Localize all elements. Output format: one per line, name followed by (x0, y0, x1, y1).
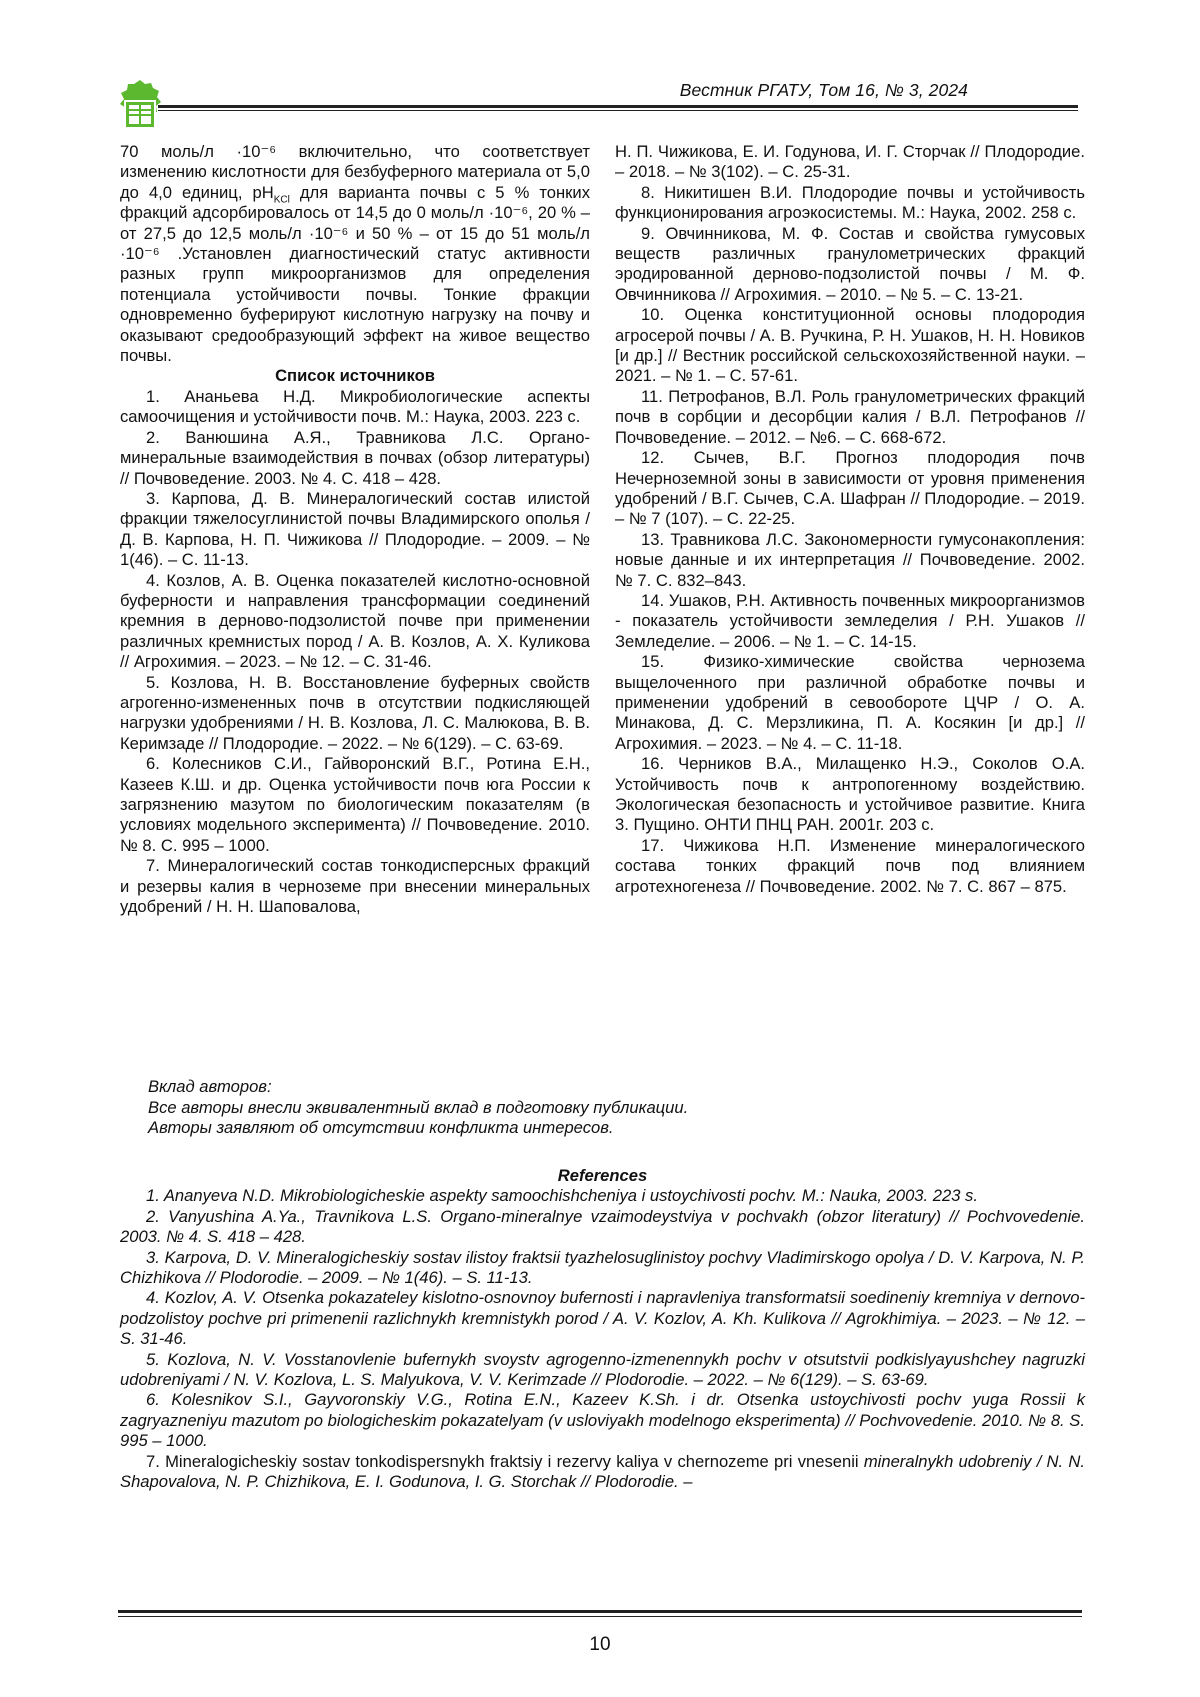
intro-text-tail: для варианта почвы с 5 % тонких фракций адсорбировалось от 14,5 до 0 моль/л ·10⁻⁶, 20 % – от 27,5 до 12,5 моль/л ·10⁻⁶ и 50 % – от 15 до 51 моль/л ·10⁻⁶ .Установлен диагностический статус активности разных групп микроорганизмов для определения потенциала устойчивости почвы. Тонкие фракции одновременно буферируют кислотную нагрузку на почву и оказывают средообразующий эффект на живое вещество почвы. (120, 182, 590, 366)
source-item: 16. Черников В.А., Милащенко Н.Э., Соколов О.А. Устойчивость почв к антропогенному воздействию. Экологическая безопасность и устойчивое развитие. Книга 3. Пущино. ОНТИ ПНЦ РАН. 2001г. 203 с. (615, 754, 1085, 835)
reference-item: 5. Kozlova, N. V. Vosstanovlenie bufernykh svoystv agrogenno-izmenennykh pochv v otsutstvii podkislyayushchey nagruzki udobreniyami / N. V. Kozlova, L. S. Malyukova, V. V. Kerimzade // Plodorodie. – 2022. – № 6(129). – S. 63-69. (120, 1349, 1085, 1390)
reference-item: 1. Ananyeva N.D. Mikrobiologicheskie aspekty samoochishcheniya i ustoychivosti pochv. M.: Nauka, 2003. 223 s. (146, 1186, 978, 1206)
reference-item-7-upright: 7. Mineralogicheskiy sostav tonkodispersnykh fraktsiy i rezervy kaliya v chernozeme pri vnesenii (146, 1451, 859, 1471)
source-item: 7. Минералогический состав тонкодисперсных фракций и резервы калия в черноземе при внесении минеральных удобрений / Н. Н. Шаповалова, (120, 856, 590, 917)
source-item: 6. Колесников С.И., Гайворонский В.Г., Ротина Е.Н., Казеев К.Ш. и др. Оценка устойчивости почв юга России к загрязнению мазутом по биологическим показателям (в условиях модельного эксперимента) // Почвоведение. 2010. № 8. С. 995 – 1000. (120, 754, 590, 855)
source-item: 8. Никитишен В.И. Плодородие почвы и устойчивость функционирования агроэкосистемы. М.: Наука, 2002. 258 с. (615, 182, 1085, 223)
intro-text: 70 моль/л ·10⁻⁶ включительно, что соответствует изменению кислотности для безбуферного материала от 5,0 до 4,0 единиц, pH (120, 142, 590, 202)
source-item: 5. Козлова, Н. В. Восстановление буферных свойств агрогенно-измененных почв в отсутствии подкисляющей нагрузки удобрениями / Н. В. Козлова, Л. С. Малюкова, В. В. Керимзаде // Плодородие. – 2022. – № 6(129). – С. 63-69. (120, 672, 590, 753)
source-item: 3. Карпова, Д. В. Минералогический состав илистой фракции тяжелосуглинистой почвы Владимирского ополья / Д. В. Карпова, Н. П. Чижикова // Плодородие. – 2009. – № 1(46). – С. 11-13. (120, 488, 590, 570)
sources-title: Список источников (275, 366, 435, 386)
reference-item (120, 1452, 1085, 1493)
reference-item-7-italic: mineralnykh udobreniy / N. N. Shapovalova, N. P. Chizhikova, E. I. Godunova, I. G. Storchak // Plodorodie. – (120, 1451, 1085, 1492)
source-item: 1. Ананьева Н.Д. Микробиологические аспекты самоочищения и устойчивости почв. М.: Наука, 2003. 223 с. (120, 386, 590, 427)
source-item: 12. Сычев, В.Г. Прогноз плодородия почв Нечерноземной зоны в зависимости от уровня применения удобрений / В.Г. Сычев, С.А. Шафран // Плодородие. – 2019. – № 7 (107). – С. 22-25. (615, 448, 1085, 529)
source-item: 17. Чижикова Н.П. Изменение минералогического состава тонких фракций почв под влиянием агротехногенеза // Почвоведение. 2002. № 7. С. 867 – 875. (615, 835, 1085, 896)
reference-item: 3. Karpova, D. V. Mineralogicheskiy sostav ilistoy fraktsii tyazhelosuglinistoy pochvy Vladimirskogo opolya / D. V. Karpova, N. P. Chizhikova // Plodorodie. – 2009. – № 1(46). – S. 11-13. (120, 1247, 1085, 1288)
source-item: 11. Петрофанов, В.Л. Роль гранулометрических фракций почв в сорбции и десорбции калия / В.Л. Петрофанов // Почвоведение. – 2012. – №6. – С. 668-672. (615, 386, 1085, 447)
header-rule (158, 105, 1078, 108)
reference-item: 6. Kolesnikov S.I., Gayvoronskiy V.G., Rotina E.N., Kazeev K.Sh. i dr. Otsenka ustoychivosti pochv yuga Rossii k zagryazneniyu mazutom po biologicheskim pokazatelyam (v usloviyakh modelnogo eksperimenta) // Pochvovedenie. 2010. № 8. S. 995 – 1000. (120, 1390, 1085, 1451)
source-item: 10. Оценка конституционной основы плодородия агросерой почвы / А. В. Ручкина, Р. Н. Ушаков, Н. Н. Новиков [и др.] // Вестник российской сельскохозяйственной науки. – 2021. – № 1. – С. 57-61. (615, 305, 1085, 386)
left-column (120, 142, 590, 917)
journal-logo-icon (118, 78, 162, 132)
source-item: 4. Козлов, А. В. Оценка показателей кислотно-основной буферности и направления трансформации соединений кремния в дерново-подзолистой почве при применении различных кремнистых пород / А. В. Козлов, А. Х. Куликова // Агрохимия. – 2023. – № 12. – С. 31-46. (120, 570, 590, 672)
source-continuation: Н. П. Чижикова, Е. И. Годунова, И. Г. Сторчак // Плодородие. – 2018. – № 3(102). – С. 25-31. (615, 142, 1085, 182)
source-item: 15. Физико-химические свойства чернозема выщелоченного при различной обработке почвы и применении удобрений в севообороте ЦЧР / О. А. Минакова, Д. С. Мерзликина, П. А. Косякин [и др.] // Агрохимия. – 2023. – № 4. – С. 11-18. (615, 652, 1085, 753)
right-column (615, 142, 1085, 897)
source-item: 14. Ушаков, Р.Н. Активность почвенных микроорганизмов - показатель устойчивости земледелия / Р.Н. Ушаков // Земледелие. – 2006. – № 1. – С. 14-15. (615, 590, 1085, 651)
header-rule-thin (158, 110, 1078, 111)
reference-item: 2. Vanyushina A.Ya., Travnikova L.S. Organo-mineralnye vzaimodeystviya v pochvakh (obzor literatury) // Pochvovedenie. 2003. № 4. S. 418 – 428. (120, 1206, 1085, 1247)
references-section (120, 1166, 1085, 1493)
author-contribution (148, 1077, 1098, 1139)
source-item: 9. Овчинникова, М. Ф. Состав и свойства гумусовых веществ различных гранулометрических фракций эродированной дерново-подзолистой почвы / М. Ф. Овчинникова // Агрохимия. – 2010. – № 5. – С. 13-21. (615, 223, 1085, 304)
conflict-statement: Авторы заявляют об отсутствии конфликта интересов. (148, 1118, 614, 1138)
reference-item: 4. Kozlov, A. V. Otsenka pokazateley kislotno-osnovnoy bufernosti i napravleniya transformatsii soedineniy kremniya v dernovo-podzolistoy pochve pri primenenii razlichnykh kremnistykh porod / A. V. Kozlov, A. Kh. Kulikova // Agrokhimiya. – 2023. – № 12. – S. 31-46. (120, 1288, 1085, 1349)
intro-paragraph (120, 142, 590, 366)
page-number: 10 (589, 1634, 611, 1655)
source-item: 13. Травникова Л.С. Закономерности гумусонакопления: новые данные и их интерпретация // Почвоведение. 2002. № 7. С. 832–843. (615, 529, 1085, 590)
footer-rule (118, 1610, 1082, 1613)
contribution-line: Все авторы внесли эквивалентный вклад в подготовку публикации. (148, 1097, 689, 1117)
journal-header: Вестник РГАТУ, Том 16, № 3, 2024 (679, 80, 968, 100)
contribution-title: Вклад авторов: (148, 1077, 272, 1096)
references-title: References (557, 1166, 648, 1185)
ph-subscript: KCl (273, 194, 290, 206)
footer-rule-thin (118, 1616, 1082, 1617)
source-item: 2. Ванюшина А.Я., Травникова Л.С. Органо-минеральные взаимодействия в почвах (обзор литературы) // Почвоведение. 2003. № 4. С. 418 – 428. (120, 427, 590, 488)
